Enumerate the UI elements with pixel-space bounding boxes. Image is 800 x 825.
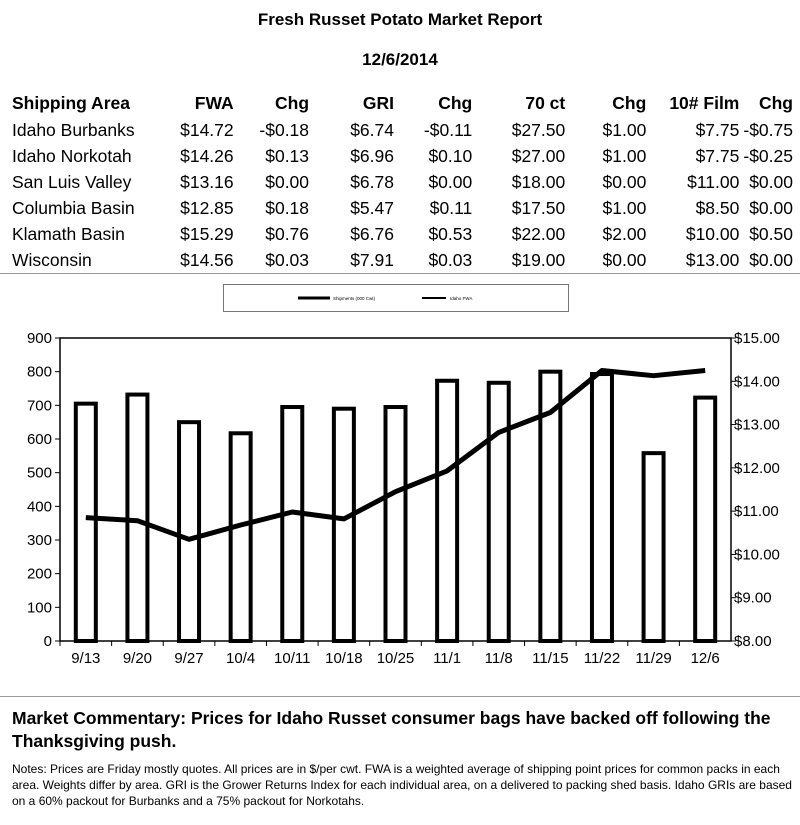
- value-cell: $7.75: [695, 145, 740, 166]
- left-axis-tick-label: 500: [26, 464, 52, 482]
- value-cell: $0.00: [602, 249, 647, 270]
- value-cell: $18.00: [511, 171, 566, 192]
- x-axis-tick-label: 9/27: [174, 650, 204, 667]
- value-cell: $0.00: [749, 171, 793, 192]
- value-cell: $15.29: [180, 223, 234, 244]
- shipment-bar: [592, 374, 612, 641]
- chart-legend: [223, 284, 569, 312]
- value-cell: -$0.18: [259, 119, 310, 140]
- shipment-bar: [334, 409, 354, 641]
- x-axis-tick-label: 10/11: [274, 650, 311, 667]
- left-axis-tick-label: 400: [26, 498, 52, 516]
- value-cell: $7.91: [350, 249, 394, 270]
- value-cell: $6.96: [350, 145, 394, 166]
- table-row: [10, 169, 795, 195]
- shipping-area-cell: San Luis Valley: [12, 171, 132, 192]
- divider: [0, 696, 800, 697]
- column-header: Chg: [275, 93, 310, 113]
- table-header-row: [10, 90, 795, 117]
- column-header: 10# Film: [669, 93, 740, 113]
- x-axis-tick-label: 11/1: [433, 650, 462, 667]
- value-cell: $0.76: [265, 223, 310, 244]
- value-cell: -$0.75: [743, 119, 793, 140]
- value-cell: -$0.25: [743, 145, 793, 166]
- left-axis-tick-label: 100: [26, 599, 52, 617]
- left-axis-tick-label: 800: [26, 363, 52, 381]
- value-cell: $5.47: [350, 197, 394, 218]
- right-axis-tick-label: $10.00: [734, 546, 780, 564]
- value-cell: $22.00: [511, 223, 566, 244]
- column-header: Chg: [758, 93, 793, 113]
- value-cell: $0.00: [602, 171, 647, 192]
- value-cell: $11.00: [687, 171, 740, 192]
- table-row: [10, 117, 795, 143]
- value-cell: $13.16: [180, 171, 234, 192]
- value-cell: $0.53: [428, 223, 473, 244]
- shipment-bar: [644, 453, 664, 641]
- right-axis-tick-label: $11.00: [734, 503, 779, 521]
- column-header: Chg: [438, 93, 473, 113]
- column-header: Chg: [612, 93, 647, 113]
- value-cell: $14.56: [180, 249, 234, 270]
- value-cell: $27.50: [511, 119, 566, 140]
- value-cell: $8.50: [695, 197, 740, 218]
- shipment-bar: [386, 407, 406, 641]
- shipment-bar: [282, 407, 302, 641]
- market-commentary: Market Commentary: Prices for Idaho Russet consumer bags have backed off following the Thanksgiving push.: [12, 708, 771, 751]
- value-cell: $19.00: [511, 249, 566, 270]
- x-axis-tick-label: 10/25: [376, 650, 415, 667]
- left-axis-tick-label: 300: [26, 532, 52, 549]
- value-cell: $0.13: [265, 145, 310, 166]
- shipment-bar: [695, 398, 715, 641]
- value-cell: $14.26: [180, 145, 234, 166]
- value-cell: $10.00: [685, 223, 740, 244]
- value-cell: $0.00: [428, 171, 473, 192]
- value-cell: $1.00: [602, 145, 647, 166]
- value-cell: $27.00: [511, 145, 566, 166]
- divider: [0, 273, 800, 274]
- table-row: [10, 247, 795, 273]
- x-axis-tick-label: 11/15: [532, 650, 569, 667]
- value-cell: $0.03: [265, 249, 310, 270]
- x-axis-tick-label: 10/18: [325, 650, 363, 667]
- value-cell: $0.11: [429, 197, 473, 218]
- x-axis-tick-label: 9/13: [71, 650, 101, 667]
- value-cell: $1.00: [602, 119, 647, 140]
- legend-graphic: [224, 285, 568, 311]
- right-axis-tick-label: $9.00: [734, 589, 772, 607]
- right-axis-tick-label: $8.00: [734, 633, 772, 650]
- value-cell: $6.78: [350, 171, 394, 192]
- notes: Notes: Prices are Friday mostly quotes. All prices are in $/per cwt. FWA is a weighted average of shipping point prices for common packs in each area. Weights differ by area. GRI is the Grower Returns Index for each individual area, on a delivered to packing shed basis. Idaho GRIs are based on a 60% packout for Burbanks and a 75% packout for Norkotahs.: [12, 762, 792, 808]
- column-header: FWA: [194, 93, 234, 113]
- value-cell: $2.00: [602, 223, 647, 244]
- value-cell: $6.74: [350, 119, 394, 140]
- column-header: GRI: [362, 93, 394, 113]
- left-axis-tick-label: 900: [26, 330, 52, 347]
- value-cell: $0.03: [428, 249, 473, 270]
- value-cell: $0.10: [428, 145, 473, 166]
- x-axis-tick-label: 12/6: [690, 650, 720, 667]
- table-row: [10, 143, 795, 169]
- value-cell: $7.75: [695, 119, 740, 140]
- market-table: [10, 90, 795, 273]
- shipping-area-cell: Klamath Basin: [12, 223, 125, 244]
- value-cell: $0.50: [749, 223, 793, 244]
- right-axis-tick-label: $12.00: [734, 459, 780, 477]
- value-cell: $0.18: [265, 197, 310, 218]
- legend-label-idaho-fwa: Idaho FWA: [450, 296, 473, 301]
- shipment-bar: [489, 383, 509, 641]
- column-header: 70 ct: [525, 93, 566, 113]
- left-axis-tick-label: 200: [26, 565, 52, 583]
- right-axis-tick-label: $13.00: [734, 416, 780, 434]
- legend-label-shipments: Shipments (000 Cwt): [333, 296, 376, 301]
- shipment-bar: [179, 422, 199, 641]
- combo-chart: [0, 320, 800, 680]
- shipment-bar: [76, 404, 96, 641]
- shipping-area-cell: Idaho Burbanks: [12, 119, 135, 140]
- right-axis-tick-label: $15.00: [734, 330, 780, 347]
- table-row: [10, 195, 795, 221]
- shipping-area-cell: Columbia Basin: [12, 197, 135, 218]
- shipment-bar: [437, 381, 457, 641]
- value-cell: $17.50: [511, 197, 566, 218]
- column-header: Shipping Area: [12, 93, 130, 113]
- value-cell: $14.72: [180, 119, 234, 140]
- value-cell: $0.00: [265, 171, 310, 192]
- value-cell: $0.00: [749, 249, 793, 270]
- left-axis-tick-label: 700: [26, 397, 52, 415]
- value-cell: $6.76: [350, 223, 394, 244]
- left-axis-tick-label: 0: [43, 633, 52, 650]
- shipping-area-cell: Idaho Norkotah: [12, 145, 132, 166]
- x-axis-tick-label: 10/4: [226, 650, 256, 667]
- value-cell: $12.85: [180, 197, 234, 218]
- right-axis-tick-label: $14.00: [734, 373, 780, 391]
- table-row: [10, 221, 795, 247]
- value-cell: $1.00: [602, 197, 647, 218]
- value-cell: -$0.11: [423, 119, 473, 140]
- x-axis-tick-label: 11/8: [484, 650, 513, 667]
- value-cell: $0.00: [749, 197, 793, 218]
- left-axis-tick-label: 600: [26, 431, 52, 448]
- value-cell: $13.00: [685, 249, 740, 270]
- x-axis-tick-label: 11/22: [583, 650, 621, 667]
- report-date: 12/6/2014: [362, 50, 438, 69]
- shipping-area-cell: Wisconsin: [12, 249, 92, 270]
- x-axis-tick-label: 11/29: [635, 650, 672, 667]
- report-title: Fresh Russet Potato Market Report: [257, 10, 543, 29]
- shipment-bar: [231, 433, 251, 641]
- x-axis-tick-label: 9/20: [122, 650, 153, 667]
